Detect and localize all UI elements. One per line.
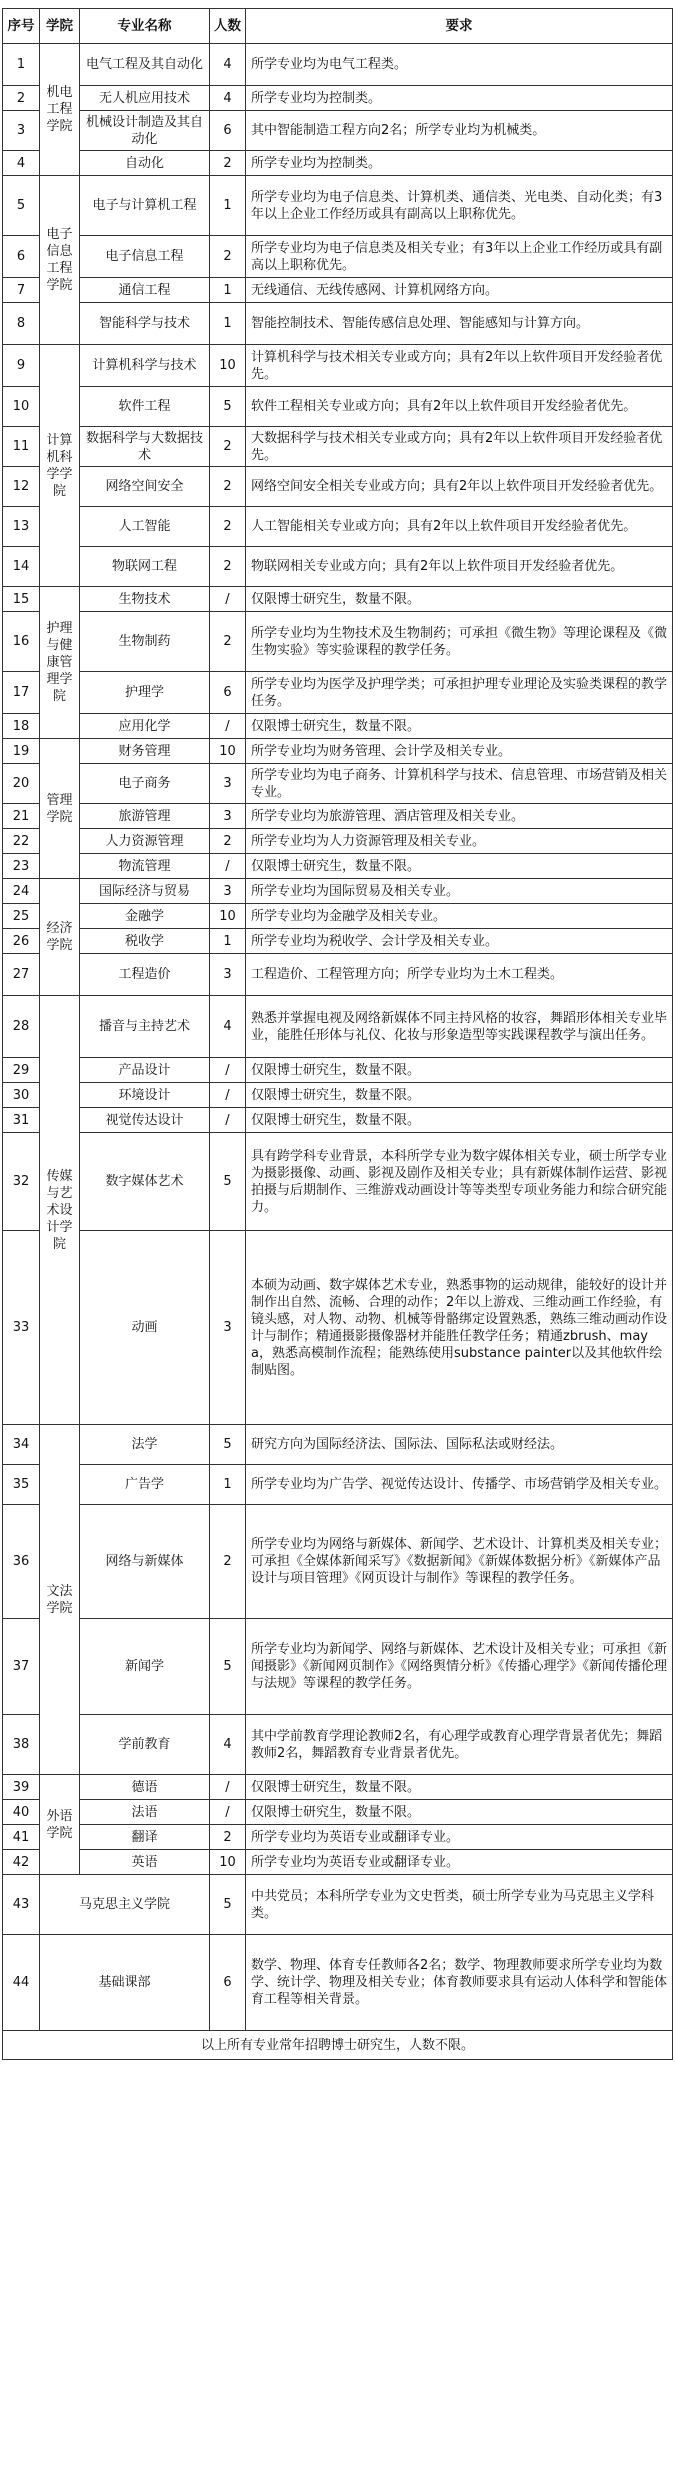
table-row: [3, 236, 673, 278]
row-no: 37: [3, 1619, 40, 1715]
table-row: [3, 278, 673, 303]
row-major: 电子信息工程: [80, 236, 210, 278]
college-cell: 文法学院: [40, 1425, 80, 1775]
row-major: 物联网工程: [80, 547, 210, 587]
row-no: 27: [3, 954, 40, 996]
table-row: [3, 507, 673, 547]
table-row: [3, 1083, 673, 1108]
row-no: 11: [3, 427, 40, 467]
row-major: 动画: [80, 1231, 210, 1425]
row-no: 34: [3, 1425, 40, 1465]
row-requirement: 大数据科学与技术相关专业或方向；具有2年以上软件项目开发经验者优先。: [246, 427, 673, 467]
row-no: 14: [3, 547, 40, 587]
row-no: 5: [3, 176, 40, 236]
row-requirement: 所学专业均为电子信息类及相关专业；有3年以上企业工作经历或具有副高以上职称优先。: [246, 236, 673, 278]
row-major: 新闻学: [80, 1619, 210, 1715]
row-requirement: 熟悉并掌握电视及网络新媒体不同主持风格的妆容，舞蹈形体相关专业毕业，能胜任形体与礼仪、化妆与形象造型等实践课程教学与演出任务。: [246, 996, 673, 1058]
table-row: [3, 467, 673, 507]
table-row: [3, 1058, 673, 1083]
recruitment-table: [2, 8, 673, 2060]
row-major: 电气工程及其自动化: [80, 44, 210, 86]
college-cell: 外语学院: [40, 1775, 80, 1875]
row-count: 5: [210, 387, 246, 427]
row-major: 计算机科学与技术: [80, 345, 210, 387]
row-count: 2: [210, 1505, 246, 1619]
table-row: [3, 1715, 673, 1775]
row-count: 1: [210, 929, 246, 954]
row-count: 6: [210, 672, 246, 714]
row-major: 环境设计: [80, 1083, 210, 1108]
table-row: [3, 1875, 673, 1935]
row-count: 6: [210, 1935, 246, 2031]
row-count: 5: [210, 1425, 246, 1465]
row-count: 2: [210, 829, 246, 854]
college-cell: 机电工程学院: [40, 44, 80, 176]
row-major: 护理学: [80, 672, 210, 714]
college-cell: 管理学院: [40, 739, 80, 879]
row-no: 31: [3, 1108, 40, 1133]
row-count: /: [210, 1058, 246, 1083]
row-major: 旅游管理: [80, 804, 210, 829]
row-no: 42: [3, 1850, 40, 1875]
row-no: 26: [3, 929, 40, 954]
row-no: 44: [3, 1935, 40, 2031]
row-no: 39: [3, 1775, 40, 1800]
header-count: 人数: [210, 9, 246, 44]
row-major: 数据科学与大数据技术: [80, 427, 210, 467]
row-major: 国际经济与贸易: [80, 879, 210, 904]
table-row: [3, 111, 673, 151]
row-no: 28: [3, 996, 40, 1058]
table-row: [3, 1850, 673, 1875]
row-major: 马克思主义学院: [40, 1875, 210, 1935]
row-count: 4: [210, 996, 246, 1058]
row-requirement: 其中智能制造工程方向2名；所学专业均为机械类。: [246, 111, 673, 151]
row-requirement: 仅限博士研究生，数量不限。: [246, 1108, 673, 1133]
row-no: 41: [3, 1825, 40, 1850]
row-count: 2: [210, 547, 246, 587]
row-major: 电子与计算机工程: [80, 176, 210, 236]
college-cell: 计算机科学学院: [40, 345, 80, 587]
row-requirement: 所学专业均为英语专业或翻译专业。: [246, 1850, 673, 1875]
row-requirement: 所学专业均为网络与新媒体、新闻学、艺术设计、计算机类及相关专业；可承担《全媒体新闻采写》《数据新闻》《新媒体数据分析》《新媒体产品设计与项目管理》《网页设计与制作》等课程的教学任务。: [246, 1505, 673, 1619]
row-requirement: 所学专业均为金融学及相关专业。: [246, 904, 673, 929]
row-no: 33: [3, 1231, 40, 1425]
table-row: [3, 904, 673, 929]
row-count: /: [210, 587, 246, 612]
row-major: 人力资源管理: [80, 829, 210, 854]
table-row: [3, 1108, 673, 1133]
row-no: 32: [3, 1133, 40, 1231]
row-requirement: 所学专业均为财务管理、会计学及相关专业。: [246, 739, 673, 764]
row-major: 智能科学与技术: [80, 303, 210, 345]
row-no: 25: [3, 904, 40, 929]
table-row: [3, 954, 673, 996]
row-no: 16: [3, 612, 40, 672]
row-no: 18: [3, 714, 40, 739]
row-major: 视觉传达设计: [80, 1108, 210, 1133]
row-requirement: 所学专业均为旅游管理、酒店管理及相关专业。: [246, 804, 673, 829]
table-row: [3, 1775, 673, 1800]
table-row: [3, 1825, 673, 1850]
row-major: 税收学: [80, 929, 210, 954]
row-count: 3: [210, 879, 246, 904]
table-row: [3, 996, 673, 1058]
row-no: 15: [3, 587, 40, 612]
row-no: 43: [3, 1875, 40, 1935]
row-major: 生物制药: [80, 612, 210, 672]
row-requirement: 仅限博士研究生，数量不限。: [246, 587, 673, 612]
row-major: 法学: [80, 1425, 210, 1465]
row-requirement: 计算机科学与技术相关专业或方向；具有2年以上软件项目开发经验者优先。: [246, 345, 673, 387]
row-major: 应用化学: [80, 714, 210, 739]
row-no: 3: [3, 111, 40, 151]
row-no: 30: [3, 1083, 40, 1108]
row-major: 翻译: [80, 1825, 210, 1850]
row-major: 软件工程: [80, 387, 210, 427]
row-requirement: 所学专业均为人力资源管理及相关专业。: [246, 829, 673, 854]
row-no: 40: [3, 1800, 40, 1825]
row-requirement: 所学专业均为国际贸易及相关专业。: [246, 879, 673, 904]
table-row: [3, 1133, 673, 1231]
row-requirement: 仅限博士研究生，数量不限。: [246, 1775, 673, 1800]
row-count: /: [210, 1083, 246, 1108]
college-cell: 传媒与艺术设计学院: [40, 996, 80, 1425]
row-count: /: [210, 854, 246, 879]
row-count: 2: [210, 1825, 246, 1850]
college-cell: 电子信息工程学院: [40, 176, 80, 345]
row-major: 法语: [80, 1800, 210, 1825]
row-requirement: 仅限博士研究生，数量不限。: [246, 1058, 673, 1083]
table-row: [3, 612, 673, 672]
table-row: [3, 345, 673, 387]
row-count: /: [210, 1800, 246, 1825]
table-row: [3, 764, 673, 804]
row-major: 生物技术: [80, 587, 210, 612]
row-requirement: 数学、物理、体育专任教师各2名；数学、物理教师要求所学专业均为数学、统计学、物理及相关专业；体育教师要求具有运动人体科学和智能体育工程等相关背景。: [246, 1935, 673, 2031]
table-row: [3, 672, 673, 714]
table-row: [3, 587, 673, 612]
row-major: 产品设计: [80, 1058, 210, 1083]
row-no: 17: [3, 672, 40, 714]
table-row: [3, 44, 673, 86]
row-count: 10: [210, 904, 246, 929]
row-requirement: 所学专业均为税收学、会计学及相关专业。: [246, 929, 673, 954]
row-count: 10: [210, 345, 246, 387]
table-row: [3, 1935, 673, 2031]
table-row: [3, 303, 673, 345]
row-no: 12: [3, 467, 40, 507]
row-requirement: 所学专业均为控制类。: [246, 86, 673, 111]
row-count: 4: [210, 1715, 246, 1775]
table-row: [3, 879, 673, 904]
row-requirement: 所学专业均为电气工程类。: [246, 44, 673, 86]
row-count: 10: [210, 1850, 246, 1875]
row-count: 2: [210, 507, 246, 547]
row-count: 3: [210, 1231, 246, 1425]
row-no: 24: [3, 879, 40, 904]
row-count: 10: [210, 739, 246, 764]
table-row: [3, 829, 673, 854]
row-requirement: 无线通信、无线传感网、计算机网络方向。: [246, 278, 673, 303]
row-major: 通信工程: [80, 278, 210, 303]
row-major: 财务管理: [80, 739, 210, 764]
table-row: [3, 1231, 673, 1425]
row-no: 6: [3, 236, 40, 278]
row-count: 4: [210, 44, 246, 86]
row-no: 21: [3, 804, 40, 829]
row-requirement: 仅限博士研究生，数量不限。: [246, 1800, 673, 1825]
header-major: 专业名称: [80, 9, 210, 44]
table-row: [3, 714, 673, 739]
row-major: 机械设计制造及其自动化: [80, 111, 210, 151]
table-row: [3, 547, 673, 587]
row-no: 8: [3, 303, 40, 345]
table-row: [3, 1505, 673, 1619]
row-count: /: [210, 1108, 246, 1133]
college-cell: 护理与健康管理学院: [40, 587, 80, 739]
row-major: 无人机应用技术: [80, 86, 210, 111]
header-college: 学院: [40, 9, 80, 44]
row-requirement: 工程造价、工程管理方向；所学专业均为土木工程类。: [246, 954, 673, 996]
row-count: 3: [210, 804, 246, 829]
row-major: 网络空间安全: [80, 467, 210, 507]
row-count: 2: [210, 467, 246, 507]
table-row: [3, 1619, 673, 1715]
row-requirement: 所学专业均为生物技术及生物制药；可承担《微生物》等理论课程及《微生物实验》等实验课程的教学任务。: [246, 612, 673, 672]
row-count: 2: [210, 236, 246, 278]
row-requirement: 所学专业均为新闻学、网络与新媒体、艺术设计及相关专业；可承担《新闻摄影》《新闻网页制作》《网络舆情分析》《传播心理学》《新闻传播伦理与法规》等课程的教学任务。: [246, 1619, 673, 1715]
row-count: 5: [210, 1133, 246, 1231]
row-major: 电子商务: [80, 764, 210, 804]
row-count: /: [210, 714, 246, 739]
row-no: 7: [3, 278, 40, 303]
row-count: 5: [210, 1875, 246, 1935]
footer-row: [3, 2031, 673, 2060]
row-count: 4: [210, 86, 246, 111]
row-major: 广告学: [80, 1465, 210, 1505]
header-req: 要求: [246, 9, 673, 44]
row-major: 播音与主持艺术: [80, 996, 210, 1058]
row-no: 4: [3, 151, 40, 176]
row-requirement: 仅限博士研究生，数量不限。: [246, 1083, 673, 1108]
row-major: 工程造价: [80, 954, 210, 996]
row-no: 38: [3, 1715, 40, 1775]
row-major: 德语: [80, 1775, 210, 1800]
table-row: [3, 929, 673, 954]
row-no: 2: [3, 86, 40, 111]
row-major: 基础课部: [40, 1935, 210, 2031]
row-no: 22: [3, 829, 40, 854]
row-count: /: [210, 1775, 246, 1800]
row-requirement: 物联网相关专业或方向；具有2年以上软件项目开发经验者优先。: [246, 547, 673, 587]
row-no: 35: [3, 1465, 40, 1505]
row-count: 6: [210, 111, 246, 151]
row-count: 2: [210, 612, 246, 672]
row-requirement: 所学专业均为英语专业或翻译专业。: [246, 1825, 673, 1850]
row-major: 数字媒体艺术: [80, 1133, 210, 1231]
row-major: 人工智能: [80, 507, 210, 547]
row-no: 19: [3, 739, 40, 764]
row-count: 5: [210, 1619, 246, 1715]
row-requirement: 研究方向为国际经济法、国际法、国际私法或财经法。: [246, 1425, 673, 1465]
header-row: [3, 9, 673, 44]
row-requirement: 所学专业均为电子信息类、计算机类、通信类、光电类、自动化类；有3年以上企业工作经历或具有副高以上职称优先。: [246, 176, 673, 236]
row-major: 自动化: [80, 151, 210, 176]
row-major: 物流管理: [80, 854, 210, 879]
row-requirement: 所学专业均为控制类。: [246, 151, 673, 176]
row-count: 1: [210, 1465, 246, 1505]
table-row: [3, 804, 673, 829]
row-no: 36: [3, 1505, 40, 1619]
row-requirement: 软件工程相关专业或方向；具有2年以上软件项目开发经验者优先。: [246, 387, 673, 427]
row-major: 金融学: [80, 904, 210, 929]
row-requirement: 本硕为动画、数字媒体艺术专业，熟悉事物的运动规律，能较好的设计并制作出自然、流畅、合理的动作；2年以上游戏、三维动画工作经验，有镜头感，对人物、动物、机械等骨骼绑定设置熟悉，熟练三维动画动作设计与制作；精通摄影摄像器材并能胜任教学任务；精通zbrush、maya，熟悉高模制作流程；能熟练使用substance painter以及其他软件绘制贴图。: [246, 1231, 673, 1425]
row-count: 2: [210, 427, 246, 467]
row-count: 1: [210, 303, 246, 345]
row-requirement: 仅限博士研究生，数量不限。: [246, 854, 673, 879]
row-count: 1: [210, 278, 246, 303]
row-no: 10: [3, 387, 40, 427]
college-cell: 经济学院: [40, 879, 80, 996]
row-count: 2: [210, 151, 246, 176]
table-row: [3, 387, 673, 427]
table-row: [3, 1425, 673, 1465]
table-row: [3, 739, 673, 764]
table-row: [3, 151, 673, 176]
row-requirement: 中共党员；本科所学专业为文史哲类，硕士所学专业为马克思主义学科类。: [246, 1875, 673, 1935]
row-no: 13: [3, 507, 40, 547]
row-major: 网络与新媒体: [80, 1505, 210, 1619]
row-no: 20: [3, 764, 40, 804]
row-requirement: 人工智能相关专业或方向；具有2年以上软件项目开发经验者优先。: [246, 507, 673, 547]
row-no: 1: [3, 44, 40, 86]
row-count: 3: [210, 954, 246, 996]
row-requirement: 所学专业均为广告学、视觉传达设计、传播学、市场营销学及相关专业。: [246, 1465, 673, 1505]
table-row: [3, 854, 673, 879]
row-requirement: 其中学前教育学理论教师2名，有心理学或教育心理学背景者优先；舞蹈教师2名，舞蹈教育专业背景者优先。: [246, 1715, 673, 1775]
row-no: 29: [3, 1058, 40, 1083]
table-row: [3, 427, 673, 467]
row-count: 1: [210, 176, 246, 236]
row-no: 23: [3, 854, 40, 879]
row-requirement: 智能控制技术、智能传感信息处理、智能感知与计算方向。: [246, 303, 673, 345]
row-requirement: 网络空间安全相关专业或方向；具有2年以上软件项目开发经验者优先。: [246, 467, 673, 507]
row-requirement: 仅限博士研究生，数量不限。: [246, 714, 673, 739]
row-major: 英语: [80, 1850, 210, 1875]
row-major: 学前教育: [80, 1715, 210, 1775]
footer-note: 以上所有专业常年招聘博士研究生，人数不限。: [3, 2031, 673, 2060]
table-row: [3, 86, 673, 111]
row-count: 3: [210, 764, 246, 804]
row-no: 9: [3, 345, 40, 387]
header-no: 序号: [3, 9, 40, 44]
row-requirement: 所学专业均为医学及护理学类；可承担护理专业理论及实验类课程的教学任务。: [246, 672, 673, 714]
row-requirement: 具有跨学科专业背景，本科所学专业为数字媒体相关专业，硕士所学专业为摄影摄像、动画、影视及剧作及相关专业；具有新媒体制作运营、影视拍摄与后期制作、三维游戏动画设计等等类型专项业务能力和综合研究能力。: [246, 1133, 673, 1231]
table-row: [3, 176, 673, 236]
table-row: [3, 1465, 673, 1505]
row-requirement: 所学专业均为电子商务、计算机科学与技术、信息管理、市场营销及相关专业。: [246, 764, 673, 804]
table-row: [3, 1800, 673, 1825]
